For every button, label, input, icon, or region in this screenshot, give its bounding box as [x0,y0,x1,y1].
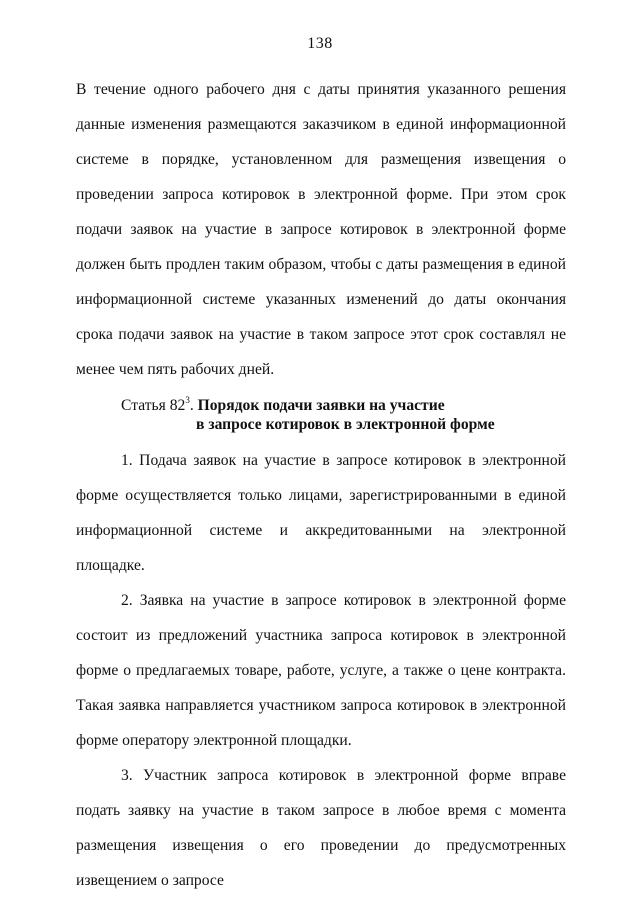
page-number: 138 [307,35,333,52]
article-superscript: 3 [185,394,190,405]
article-title-line1: Порядок подачи заявки на участие [197,397,445,414]
document-body [76,72,566,898]
paragraph-1: 1. Подача заявок на участие в запросе котировок в электронной форме осуществляется только лицами, зарегистрированными в единой информационной системе и аккредитованными на электронной площадке. [76,452,566,574]
article-separator: . [189,397,198,414]
paragraph-2: 2. Заявка на участие в запросе котировок в электронной форме состоит из предложений участника запроса котировок в электронной форме о предлагаемых товаре, работе, услуге, а также о цене контракта. Такая заявка направляется участником запроса котировок в электронной форме оператору электронной площадки. [76,592,566,749]
article-number: Статья $82^3$ [121,394,190,414]
article-heading [121,396,611,434]
paragraph-3: 3. Участник запроса котировок в электронной форме вправе подать заявку на участие в таком запросе в любое время с момента размещения извещения о его проведении до предусмотренных извещением о запросе [76,767,566,889]
intro-paragraph: В течение одного рабочего дня с даты принятия указанного решения данные изменения размещаются заказчиком в единой информационной системе в порядке, установленном для размещения извещения о проведении запроса котировок в электронной форме. При этом срок подачи заявок на участие в запросе котировок в электронной форме должен быть продлен таким образом, чтобы с даты размещения в единой информационной системе указанных изменений до даты окончания срока подачи заявок на участие в таком запросе этот срок составлял не менее чем пять рабочих дней. [76,81,566,378]
article-title-line2: в запросе котировок в электронной форме [196,416,495,433]
